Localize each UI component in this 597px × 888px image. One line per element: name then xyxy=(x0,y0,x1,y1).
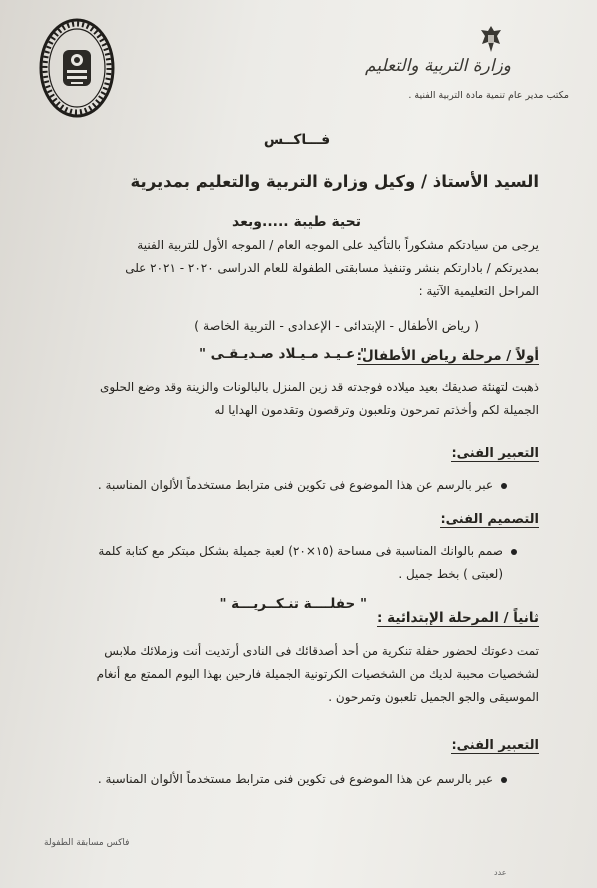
section2-theme: " حفلــــة تنـكــريـــة " xyxy=(219,596,367,612)
story-line: تمت دعوتك لحضور حفلة تنكرية من أحد أصدقائك فى النادى أرتديت أنت وزملائك ملابس xyxy=(104,644,539,658)
section2-heading: ثانياً / المرحلة الإبتدائية : xyxy=(377,610,539,626)
section1-art-expression-title: التعبير الفنى: xyxy=(451,446,539,461)
section2-art-expression-item: عبر بالرسم عن هذا الموضوع فى تكوين فنى مترابط مستخدماً الألوان المناسبة . xyxy=(98,772,507,786)
section1-art-expression-item: عبر بالرسم عن هذا الموضوع فى تكوين فنى مترابط مستخدماً الألوان المناسبة . xyxy=(98,478,507,492)
story-line: ذهبت لتهنئة صديقك بعيد ميلاده فوجدته قد زين المنزل بالبالونات والزينة وقد وضع الحلوى xyxy=(99,380,539,394)
story-line: الجميلة لكم وأخذتم تمرحون وتلعبون وترقصون وتقدمون الهدايا له xyxy=(214,403,539,417)
bullet-icon xyxy=(501,777,507,783)
intro-paragraph xyxy=(125,234,539,303)
story-line: لشخصيات محببة لديك من الشخصيات الكرتونية الجميلة فارحين بهذا اليوم الممتع مع أنغام xyxy=(96,667,539,681)
section1-story xyxy=(100,376,539,422)
greeting: تحية طيبة .....وبعد xyxy=(232,214,361,230)
office-seal-stamp xyxy=(38,16,116,120)
bullet-icon xyxy=(511,549,517,555)
addressee: السيد الأستاذ / وكيل وزارة التربية والتعليم بمديرية xyxy=(130,172,539,191)
intro-line: يرجى من سيادتكم مشكوراً بالتأكيد على الموجه العام / الموجه الأول للتربية الفنية xyxy=(137,238,539,252)
footer-mark: عدد xyxy=(494,868,507,877)
section1-art-design-item: صمم بالوانك المناسبة فى مساحة (١٥×٢٠) لعبة جميلة بشكل مبتكر مع كتابة كلمة (لعبتى ) بخط جميل . xyxy=(98,540,517,586)
intro-line: المراحل التعليمية الآتية : xyxy=(418,284,539,298)
section1-theme: " عـيـد مـيـلاد صـديـقـى " xyxy=(198,346,367,362)
office-line: مكتب مدير عام تنمية مادة التربية الفنية . xyxy=(408,90,569,101)
ministry-name: وزارة التربية والتعليم xyxy=(365,56,511,76)
fax-title: فـــاكــس xyxy=(263,132,331,148)
section2-story xyxy=(97,640,539,709)
section2-art-expression-title: التعبير الفنى: xyxy=(451,738,539,753)
footer-label: فاكس مسابقة الطفولة xyxy=(44,838,130,848)
section1-heading: أولاً / مرحلة رياض الأطفال: xyxy=(356,348,539,364)
story-line: الموسيقى والجو الجميل تلعبون وتمرحون . xyxy=(328,690,539,704)
section1-art-design-title: التصميم الفنى: xyxy=(440,512,539,527)
eagle-emblem-icon xyxy=(478,24,504,54)
stages-list: ( رياض الأطفال - الإبتدائى - الإعدادى - التربية الخاصة ) xyxy=(194,318,479,333)
bullet-icon xyxy=(501,483,507,489)
intro-line: بمديرتكم / بادارتكم بنشر وتنفيذ مسابقتى الطفولة للعام الدراسى ٢٠٢٠ - ٢٠٢١ على xyxy=(125,261,539,275)
